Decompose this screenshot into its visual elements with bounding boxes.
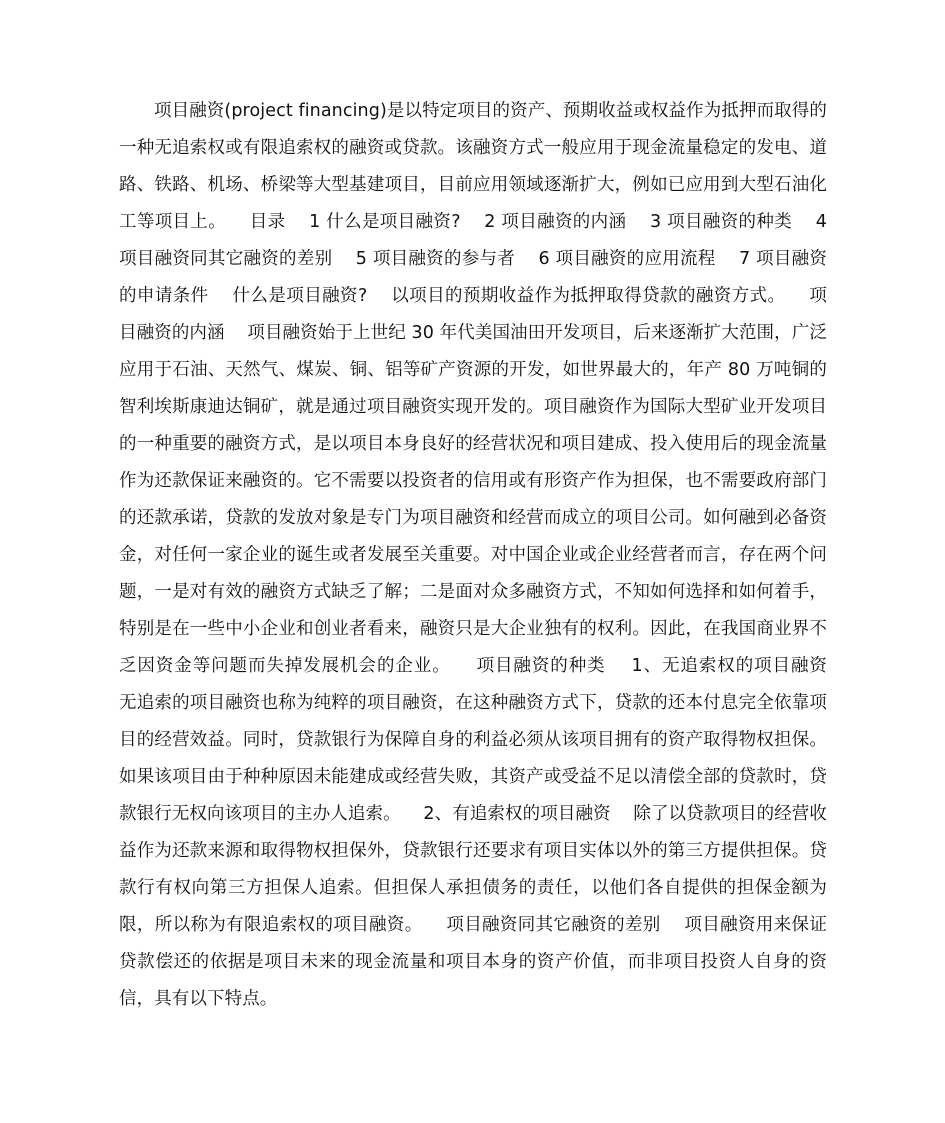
body-paragraph: 项目融资(project financing)是以特定项目的资产、预期收益或权益作为抵押而取得的一种无追索权或有限追索权的融资或贷款。该融资方式一般应用于现金流量稳定的发电、道路、铁路、机场、桥梁等大型基建项目，目前应用领域逐渐扩大，例如已应用到大型石油化工等项目上。 目录 1 什么是项目融资? 2 项目融资的内涵 3 项目融资的种类 4 项目融资同其它融资的差别 5 项目融资的参与者 6 项目融资的应用流程 7 项目融资的申请条件 什么是项目融资? 以项目的预期收益作为抵押取得贷款的融资方式。 项目融资的内涵 项目融资始于上世纪 30 年代美国油田开发项目，后来逐渐扩大范围，广泛应用于石油、天然气、煤炭、铜、铝等矿产资源的开发，如世界最大的，年产 80 万吨铜的智利埃斯康迪达铜矿，就是通过项目融资实现开发的。项目融资作为国际大型矿业开发项目的一种重要的融资方式，是以项目本身良好的经营状况和项目建成、投入使用后的现金流量作为还款保证来融资的。它不需要以投资者的信用或有形资产作为担保，也不需要政府部门的还款承诺，贷款的发放对象是专门为项目融资和经营而成立的项目公司。如何融到必备资金，对任何一家企业的诞生或者发展至关重要。对中国企业或企业经营者而言，存在两个问题，一是对有效的融资方式缺乏了解；二是面对众多融资方式，不知如何选择和如何着手，特别是在一些中小企业和创业者看来，融资只是大企业独有的权利。因此，在我国商业界不乏因资金等问题而失掉发展机会的企业。 项目融资的种类 1、无追索权的项目融资 无追索的项目融资也称为纯粹的项目融资，在这种融资方式下，贷款的还本付息完全依靠项目的经营效益。同时，贷款银行为保障自身的利益必须从该项目拥有的资产取得物权担保。如果该项目由于种种原因未能建成或经营失败，其资产或受益不足以清偿全部的贷款时，贷款银行无权向该项目的主办人追索。 2、有追索权的项目融资 除了以贷款项目的经营收益作为还款来源和取得物权担保外，贷款银行还要求有项目实体以外的第三方提供担保。贷款行有权向第三方担保人追索。但担保人承担债务的责任，以他们各自提供的担保金额为限，所以称为有限追索权的项目融资。 项目融资同其它融资的差别 项目融资用来保证贷款偿还的依据是项目未来的现金流量和项目本身的资产价值，而非项目投资人自身的资信，具有以下特点。 <box>119 101 850 1009</box>
document-body <box>119 93 850 1018</box>
